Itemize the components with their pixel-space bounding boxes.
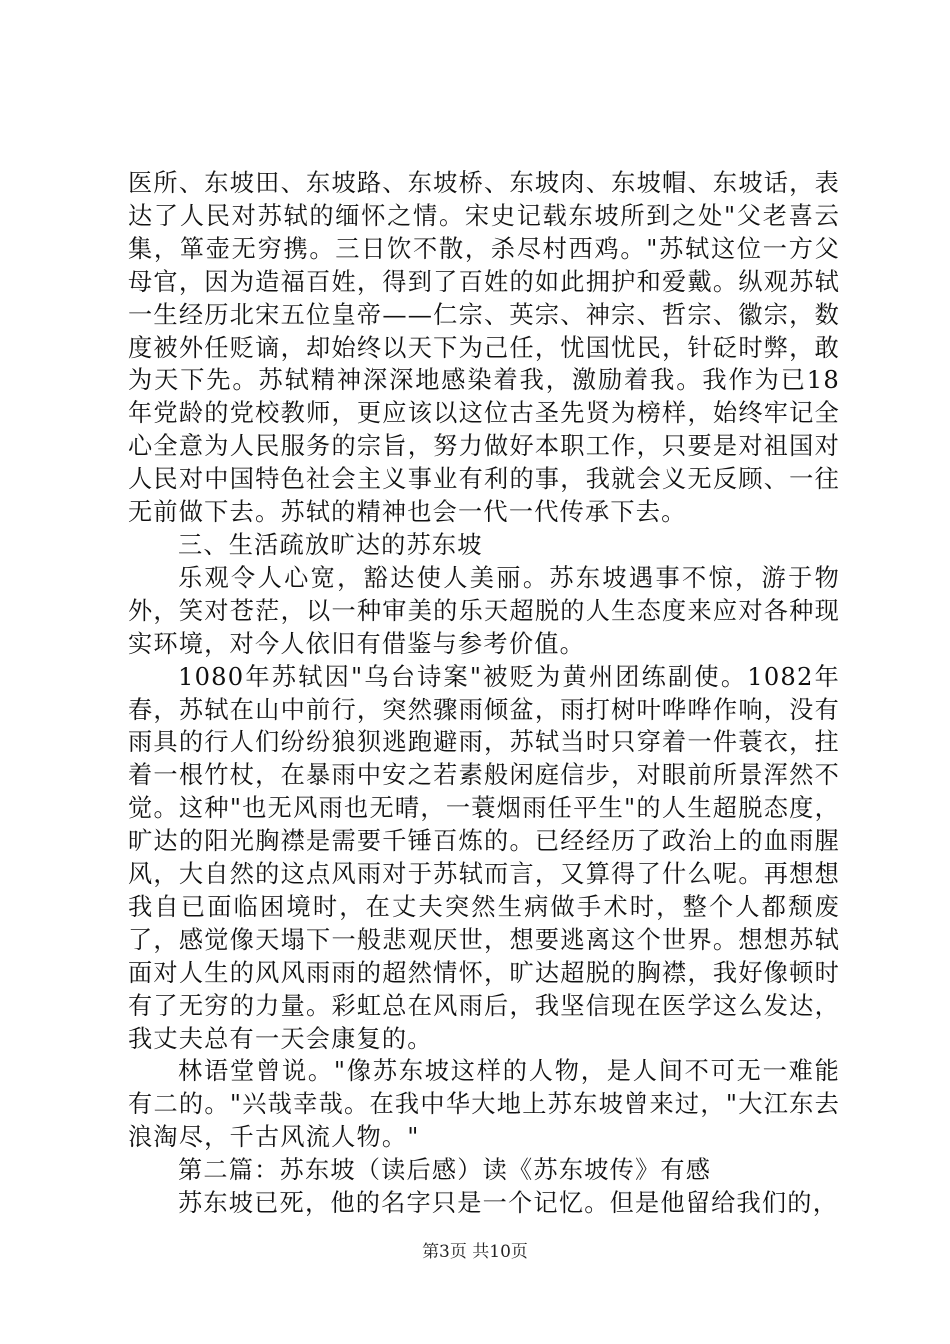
- page-footer: 第3页 共10页: [422, 1242, 528, 1262]
- paragraph-1: 医所、东坡田、东坡路、东坡桥、东坡肉、东坡帽、东坡话，表达了人民对苏轼的缅怀之情。宋史记载东坡所到之处"父老喜云集，箪壶无穷携。三日饮不散，杀尽村西鸡。"苏轼这位一方父母官，因为造福百姓，得到了百姓的如此拥护和爱戴。纵观苏轼一生经历北宋五位皇帝——仁宗、英宗、神宗、哲宗、徽宗，数度被外任贬谪，却始终以天下为己任，忧国忧民，针砭时弊，敢为天下先。苏轼精神深深地感染着我，激励着我。我作为已18年党龄的党校教师，更应该以这位古圣先贤为榜样，始终牢记全心全意为人民服务的宗旨，努力做好本职工作，只要是对祖国对人民对中国特色社会主义事业有利的事，我就会义无反顾、一往无前做下去。苏轼的精神也会一代一代传承下去。: [128, 169, 840, 527]
- section-heading-3: 三、生活疏放旷达的苏东坡: [178, 530, 483, 559]
- paragraph-2: 乐观令人心宽，豁达使人美丽。苏东坡遇事不惊，游于物外，笑对苍茫，以一种审美的乐天超脱的人生态度来应对各种现实环境，对今人依旧有借鉴与参考价值。: [128, 563, 840, 658]
- paragraph-3: 1080年苏轼因"乌台诗案"被贬为黄州团练副使。1082年春，苏轼在山中前行，突然骤雨倾盆，雨打树叶哗哗作响，没有雨具的行人们纷纷狼狈逃跑避雨，苏轼当时只穿着一件蓑衣，拄着一根竹杖，在暴雨中安之若素般闲庭信步，对眼前所景浑然不觉。这种"也无风雨也无晴，一蓑烟雨任平生"的人生超脱态度，旷达的阳光胸襟是需要千锤百炼的。已经经历了政治上的血雨腥风，大自然的这点风雨对于苏轼而言，又算得了什么呢。再想想我自已面临困境时，在丈夫突然生病做手术时，整个人都颓废了，感觉像天塌下一般悲观厌世，想要逃离这个世界。想想苏轼面对人生的风风雨雨的超然情怀，旷达超脱的胸襟，我好像顿时有了无穷的力量。彩虹总在风雨后，我坚信现在医学这么发达，我丈夫总有一天会康复的。: [128, 662, 840, 1053]
- paragraph-4: 林语堂曾说。"像苏东坡这样的人物，是人间不可无一难能有二的。"兴哉幸哉。在我中华大地上苏东坡曾来过，"大江东去浪淘尽，千古风流人物。": [128, 1057, 840, 1152]
- paragraph-5: 苏东坡已死，他的名字只是一个记忆。但是他留给我们的，: [178, 1189, 839, 1218]
- document-body: [128, 167, 840, 1220]
- chapter-heading-2: 第二篇：苏东坡（读后感）读《苏东坡传》有感: [178, 1156, 712, 1185]
